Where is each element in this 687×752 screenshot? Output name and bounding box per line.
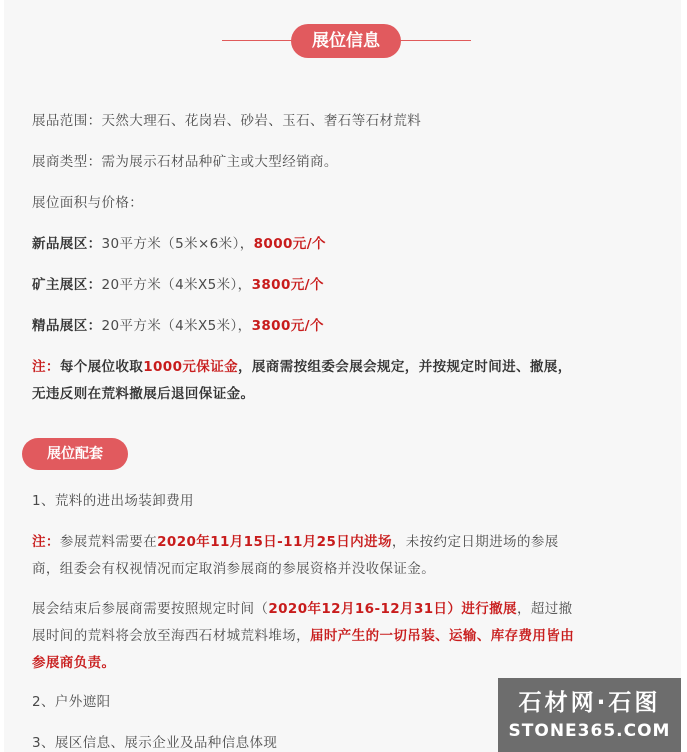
package-item-2: 2、户外遮阳 (32, 694, 111, 710)
exhibitor-type (32, 150, 338, 170)
note-text: 参展荒料需要在 (59, 534, 158, 550)
note-label: 注： (32, 534, 60, 550)
zone-size: 20平方米（4米X5米）， (101, 318, 252, 334)
zone-new-products (32, 232, 326, 252)
exhibit-scope (32, 109, 421, 129)
move-out-dates: 2020年12月16-12月31日）进行撤展 (268, 601, 517, 617)
watermark-url: STONE365.COM (508, 721, 671, 741)
zone-name: 精品展区： (32, 318, 102, 334)
watermark-brand: 石材网·石图 (518, 690, 661, 716)
zone-premium (32, 314, 324, 334)
zone-price: 8000元/个 (253, 236, 326, 252)
fees-note: 届时产生的一切吊装、运输、库存费用皆由 (310, 628, 575, 644)
note-text: 展会结束后参展商需要按照规定时间（ (32, 601, 269, 617)
deposit-amount: 1000元保证金 (143, 359, 238, 375)
zone-name: 矿主展区： (32, 277, 102, 293)
type-label: 展商类型： (32, 154, 102, 170)
package-item-3: 3、展区信息、展示企业及品种信息体现 (32, 735, 278, 751)
scope-label: 展品范围： (32, 113, 102, 129)
zone-price: 3800元/个 (251, 277, 324, 293)
move-in-note-line1 (32, 530, 559, 550)
section-header (4, 24, 681, 58)
area-price-label: 展位面积与价格： (32, 195, 144, 211)
move-out-note-line3: 参展商负责。 (32, 655, 116, 671)
deposit-note-line1 (32, 355, 572, 375)
zone-price: 3800元/个 (251, 318, 324, 334)
zone-name: 新品展区： (32, 236, 102, 252)
package-item-1: 1、荒料的进出场装卸费用 (32, 493, 194, 509)
note-text: ，超过撤 (516, 601, 573, 617)
zone-size: 20平方米（4米X5米）， (101, 277, 252, 293)
move-in-note-line2: 商，组委会有权视情况而定取消参展商的参展资格并没收保证金。 (32, 561, 436, 577)
deposit-note-line2: 无违反则在荒料撤展后退回保证金。 (32, 386, 255, 402)
section-title-booth-package: 展位配套 (22, 438, 128, 470)
move-in-dates: 2020年11月15日-11月25日内进场 (157, 534, 392, 550)
header-divider-right (399, 40, 471, 41)
move-out-note-line2 (32, 624, 574, 644)
zone-size: 30平方米（5米×6米）， (101, 236, 254, 252)
note-text: ，展商需按组委会展会规定，并按规定时间进、撤展， (238, 359, 572, 375)
article-panel (4, 0, 681, 752)
scope-value: 天然大理石、花岗岩、砂岩、玉石、奢石等石材荒料 (101, 113, 422, 129)
note-label: 注： (32, 359, 60, 375)
note-text: 每个展位收取 (59, 359, 144, 375)
site-watermark (498, 678, 681, 752)
zone-mine-owner (32, 273, 324, 293)
move-out-note-line1 (32, 597, 573, 617)
type-value: 需为展示石材品种矿主或大型经销商。 (101, 154, 338, 170)
note-text: ，未按约定日期进场的参展 (391, 534, 559, 550)
section-title-booth-info: 展位信息 (291, 24, 401, 58)
header-divider-left (222, 40, 292, 41)
note-text: 展时间的荒料将会放至海西石材城荒料堆场， (32, 628, 310, 644)
